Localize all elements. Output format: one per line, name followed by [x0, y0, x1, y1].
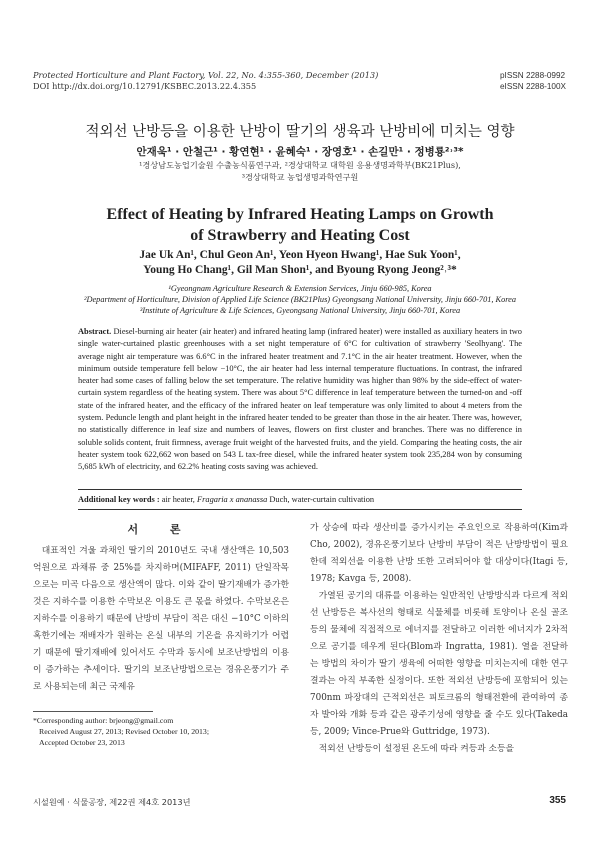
received-dates: Received August 27, 2013; Revised October 10, 2013;: [39, 727, 209, 736]
issn-block: [500, 70, 566, 92]
corresponding-author: *Corresponding author: brjeong@gmail.com: [33, 716, 174, 725]
korean-affiliations: [0, 160, 600, 183]
body-paragraph: 가열된 공기의 대류를 이용하는 일반적인 난방방식과 다르게 적외선 난방등은 복사선의 형태로 식물체를 비롯해 토양이나 온실 골조 등의 물체에 직접적으로 에너지를 전달하고 이러한 에너지가 2차적으로 공기를 데우게 된다(Blom과 Ingratta, 1981). 열을 전달하는 방법의 차이가 딸기 생육에 어떠한 영향을 미치는지에 대한 연구결과는 아직 부족한 실정이다. 또한 적외선 난방등에 포함되어 있는 700nm 파장대의 근적외선은 피토크롬의 형태전환에 관여하여 종자 발아와 개화 등과 같은 광주기성에 영향을 줄 수도 있다(Takeda 등, 2009; Vince-Prue와 Guttridge, 1973).: [310, 591, 568, 737]
body-right-column: [310, 520, 568, 758]
abstract-text: Diesel-burning air heater (air heater) and infrared heating lamp (infrared heater) were installed as auxiliary heaters in two single water-curtained plastic greenhouses with a set night temperature of 6°C for cultivation of strawberry 'Seolhyang'. The average night air temperature was 6.6°C in the infrared heater treatment and 7.1°C in the air heater treatment. However, when the minimum outside temperature fell below −10°C, the air heater had less internal temperature fluctuations. In contrast, the infrared heater had some cases of falling below the set temperature. The relative humidity was higher than 98% by the side-effect of water-curtain system regardless of the heating system. There was about 5°C difference in leaf temperature between the turned-on and -off state of the infrared heater, and the efficacy of the infrared heater on leaf temperature was only limited to about 4 meters from the system. Peduncle length and plant height in the infrared heater tended to be greater than those in the air heater. There was, however, no statistically difference in leaf size and numbers of leaves, flowers on first cluster and branches. There was no difference in soluble solids content, fruit firmness, average fruit weight of the harvested fruits, and the yield. Comparing the heating costs, the air heater system took 622,662 won based on 543 L tax-free diesel, while the infrared heater system took 235,284 won by consuming 5,685 kWh of electricity, and 62.2% heating costs saving was achieved.: [78, 327, 522, 472]
keywords-text-pre: air heater,: [159, 495, 197, 504]
english-authors-line-1: Jae Uk An¹, Chul Geon An¹, Yeon Hyeon Hwang¹, Hae Suk Yoon¹,: [139, 249, 461, 261]
body-paragraph: 대표적인 겨울 과채인 딸기의 2010년도 국내 생산액은 10,503억원으로 과채류 중 25%를 차지하며(MIFAFF, 2011) 단일작목으로는 미곡 다음으로 생산액이 많다. 이와 같이 딸기재배가 증가한 것은 지하수를 이용한 수막보온 이용도 큰 몫을 하였다. 수막보온은 지하수를 이용하기 때문에 난방비 부담이 적은 대신 −10°C 이하의 혹한기에는 재배자가 원하는 온실 내부의 기온을 유지하기가 어렵기 때문에 딸기재배에 있어서도 수막과 동시에 보조난방법의 이용이 증가하는 추세이다. 딸기의 보조난방법으로는 경유온풍기가 주로 사용되는데 최근 국제유: [33, 546, 290, 692]
section-heading-introduction: 서 론: [127, 523, 195, 536]
english-affiliation-3: ³Institute of Agriculture & Life Sciences, Gyeongsang National University, Jinju 660-701, Korea: [139, 306, 461, 315]
accepted-date: Accepted October 23, 2013: [39, 738, 125, 747]
footer-journal: 시설원예 · 식물공장, 제22권 제4호 2013년: [33, 797, 191, 807]
abstract-label: Abstract.: [78, 327, 112, 336]
journal-doi: DOI http://dx.doi.org/10.12791/KSBEC.2013.22.4.355: [33, 81, 257, 91]
english-affiliation-2: ²Department of Horticulture, Division of Applied Life Science (BK21Plus) Gyeongsang National University, Jinju 660-701, Korea: [84, 295, 516, 304]
abstract: [78, 326, 522, 474]
page-number: 355: [549, 795, 566, 806]
eissn: eISSN 2288-100X: [500, 82, 566, 91]
english-title-line-2: of Strawberry and Heating Cost: [190, 227, 410, 244]
korean-title: 적외선 난방등을 이용한 난방이 딸기의 생육과 난방비에 미치는 영향: [85, 124, 515, 140]
keywords-species: Fragaria x ananassa: [197, 495, 268, 504]
english-title: [0, 204, 600, 246]
english-affiliations: [0, 283, 600, 316]
body-paragraph: 적외선 난방등이 설정된 온도에 따라 켜등과 소등을: [318, 744, 515, 754]
english-title-line-1: Effect of Heating by Infrared Heating Lamps on Growth: [106, 206, 494, 223]
divider-top: [78, 489, 522, 490]
footnote: [33, 715, 209, 748]
keywords-label: Additional key words :: [78, 495, 160, 504]
korean-authors: 안재욱¹ · 안철근¹ · 황연현¹ · 윤혜숙¹ · 장영호¹ · 손길만¹ · 정병룡²˒³*: [136, 146, 464, 158]
keywords: [78, 495, 522, 504]
pissn: pISSN 2288-0992: [500, 71, 566, 80]
body-left-column: [33, 543, 289, 696]
journal-citation: Protected Horticulture and Plant Factory, Vol. 22, No. 4:355-360, December (2013): [33, 70, 379, 80]
journal-citation-block: [33, 70, 413, 92]
body-paragraph: 가 상승에 따라 생산비를 증가시키는 주요인으로 작용하여(Kim과 Cho, 2002), 경유온풍기보다 난방비 부담이 적은 난방방법이 필요한데 적외선을 이용한 난방 또한 고려되어야 할 대상이다(Itagi 등, 1978; Kavga 등, 2008).: [310, 523, 568, 584]
english-authors-line-2: Young Ho Chang¹, Gil Man Shon¹, and Byoung Ryong Jeong²˒³*: [143, 264, 457, 276]
footnote-rule: [33, 711, 153, 712]
english-affiliation-1: ¹Gyeongnam Agriculture Research & Extension Services, Jinju 660-985, Korea: [168, 284, 432, 293]
english-authors: [0, 248, 600, 278]
korean-affiliation-2: ³경상대학교 농업생명과학연구원: [241, 171, 359, 182]
korean-affiliation-1: ¹경상남도농업기술원 수출농식품연구과, ²경상대학교 대학원 응용생명과학부(BK21Plus),: [139, 160, 461, 170]
keywords-text-post: Duch, water-curtain cultivation: [267, 495, 375, 504]
divider-bottom: [78, 509, 522, 510]
